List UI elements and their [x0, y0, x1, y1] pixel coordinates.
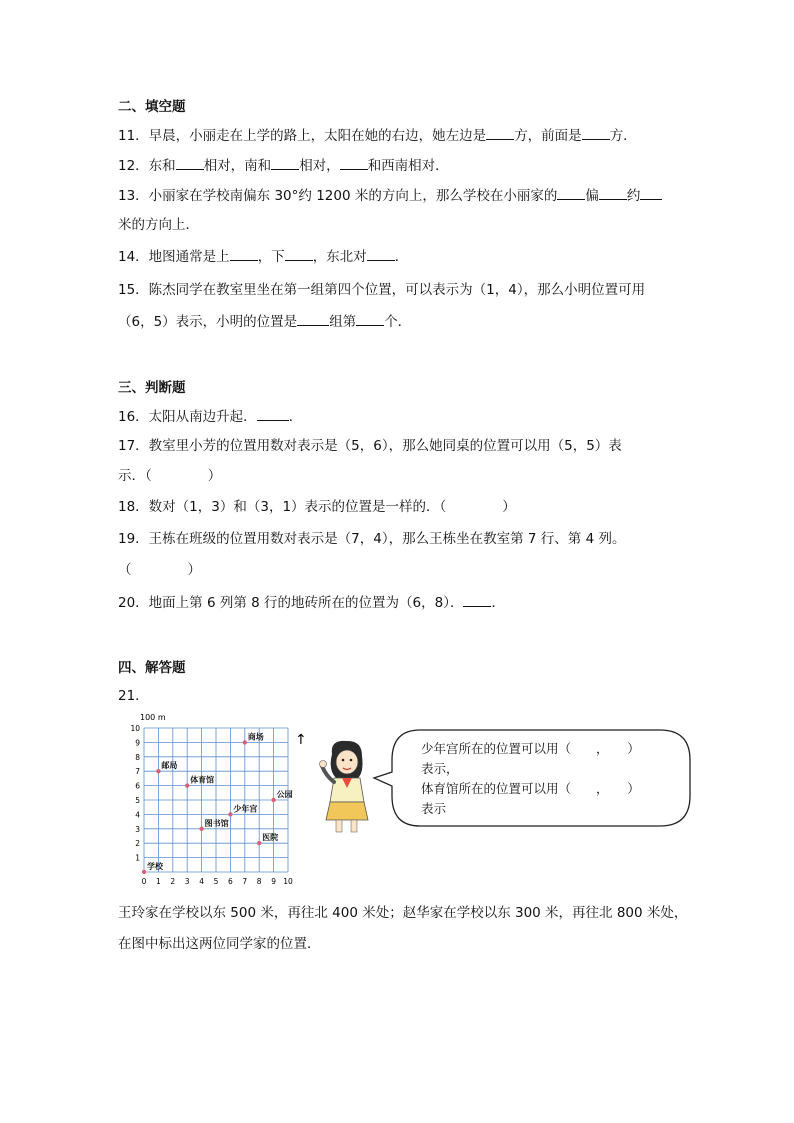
- question-21-number: 21．: [118, 688, 149, 704]
- location-marker: [142, 870, 146, 874]
- question-13: 13．小丽家在学校南偏东 30°约 1200 米的方向上，那么学校在小丽家的 偏 约: [118, 185, 662, 206]
- x-tick-label: 9: [271, 877, 276, 886]
- x-tick-label: 1: [156, 877, 161, 886]
- y-tick-label: 6: [135, 781, 140, 791]
- x-tick-label: 10: [283, 877, 293, 886]
- y-tick-label: 1: [135, 853, 140, 863]
- question-17: 17．教室里小芳的位置用数对表示是（5，6），那么她同桌的位置可以用（5，5）表: [118, 438, 622, 454]
- answer-blank[interactable]: [230, 246, 258, 261]
- girl-illustration: [318, 738, 374, 836]
- question-21-text-2: 在图中标出这两位同学家的位置．: [118, 936, 321, 952]
- question-12: 12．东和 相对，南和 相对， 和西南相对．: [118, 155, 449, 176]
- answer-blank[interactable]: [176, 155, 204, 170]
- question-19: 19．王栋在班级的位置用数对表示是（7，4），那么王栋坐在教室第 7 行、第 4 列。: [118, 531, 626, 547]
- location-marker: [257, 841, 261, 845]
- answer-blank[interactable]: [257, 406, 289, 421]
- answer-blank[interactable]: [285, 246, 313, 261]
- location-marker: [243, 740, 247, 744]
- x-tick-label: 3: [184, 877, 190, 886]
- y-tick-label: 7: [135, 767, 140, 777]
- bubble-line-4: 表示: [421, 801, 447, 816]
- y-tick-label: 2: [135, 839, 140, 849]
- x-tick-label: 0: [141, 877, 147, 886]
- question-16: 16．太阳从南边升起． ．: [118, 406, 302, 427]
- answer-blank[interactable]: [486, 125, 514, 140]
- answer-blank[interactable]: [340, 155, 368, 170]
- location-label: 少年宫: [233, 804, 258, 814]
- answer-blank[interactable]: [297, 311, 329, 326]
- scale-label: 100 m: [140, 713, 166, 722]
- answer-blank[interactable]: [582, 125, 610, 140]
- location-label: 体育馆: [190, 775, 215, 785]
- y-tick-label: 4: [135, 810, 140, 820]
- y-tick-label: 9: [135, 738, 140, 748]
- bubble-line-3: 体育馆所在的位置可以用（ ， ）: [421, 781, 640, 796]
- answer-blank[interactable]: [640, 185, 662, 200]
- question-13-line2: 米的方向上．: [118, 217, 199, 233]
- location-marker: [185, 783, 189, 787]
- location-label: 医院: [262, 833, 279, 843]
- question-20: 20．地面上第 6 列第 8 行的地砖所在的位置为（6，8）． ．: [118, 592, 505, 613]
- answer-blank[interactable]: [356, 311, 384, 326]
- x-tick-label: 2: [170, 877, 176, 886]
- question-11: 11．早晨，小丽走在上学的路上，太阳在她的右边，她左边是 方，前面是 方．: [118, 125, 637, 146]
- location-label: 学校: [147, 862, 163, 871]
- location-label: 图书馆: [204, 818, 229, 828]
- question-14: 14．地图通常是上 ，下 ，东北对 ．: [118, 246, 408, 267]
- question-18: 18．数对（1，3）和（3，1）表示的位置是一样的．（ ）: [118, 499, 516, 515]
- x-tick-label: 8: [256, 877, 262, 886]
- section3-heading: 三、判断题: [118, 380, 186, 396]
- location-label: 邮局: [161, 761, 178, 771]
- question-15: 15．陈杰同学在教室里坐在第一组第四个位置，可以表示为（1，4），那么小明位置可用: [118, 282, 646, 298]
- location-marker: [199, 827, 203, 831]
- answer-blank[interactable]: [557, 185, 585, 200]
- y-tick-label: 10: [130, 724, 140, 733]
- y-tick-label: 8: [135, 752, 140, 762]
- bubble-line-1: 少年宫所在的位置可以用（ ， ）: [421, 741, 640, 756]
- grid-lines: [144, 728, 288, 872]
- location-points: [142, 731, 293, 874]
- y-tick-label: 3: [135, 824, 140, 834]
- x-tick-label: 7: [242, 877, 248, 886]
- x-tick-label: 6: [228, 877, 233, 886]
- section4-heading: 四、解答题: [118, 660, 186, 676]
- question-15-line2: （6，5）表示，小明的位置是 组第 个．: [118, 311, 411, 332]
- section2-heading: 二、填空题: [118, 99, 186, 115]
- answer-blank[interactable]: [463, 592, 491, 607]
- location-label: 公园: [276, 790, 293, 799]
- answer-blank[interactable]: [599, 185, 627, 200]
- x-tick-label: 5: [213, 877, 219, 886]
- location-marker: [271, 798, 275, 802]
- y-tick-label: 5: [135, 796, 140, 805]
- north-arrow-icon: ↑: [295, 732, 307, 748]
- answer-blank[interactable]: [271, 155, 299, 170]
- x-tick-label: 4: [199, 877, 204, 886]
- coordinate-grid-map[interactable]: [122, 712, 307, 892]
- question-19-line2: （ ）: [118, 562, 201, 578]
- location-label: 商场: [247, 732, 264, 742]
- question-21-text-1: 王玲家在学校以东 500 米，再往北 400 米处；赵华家在学校以东 300 米，再往北 800 米处，: [118, 905, 688, 921]
- answer-blank[interactable]: [367, 246, 395, 261]
- location-marker: [156, 769, 160, 773]
- question-17-line2: 示．（ ）: [118, 468, 222, 484]
- bubble-line-2: 表示，: [421, 761, 459, 776]
- location-marker: [228, 812, 232, 816]
